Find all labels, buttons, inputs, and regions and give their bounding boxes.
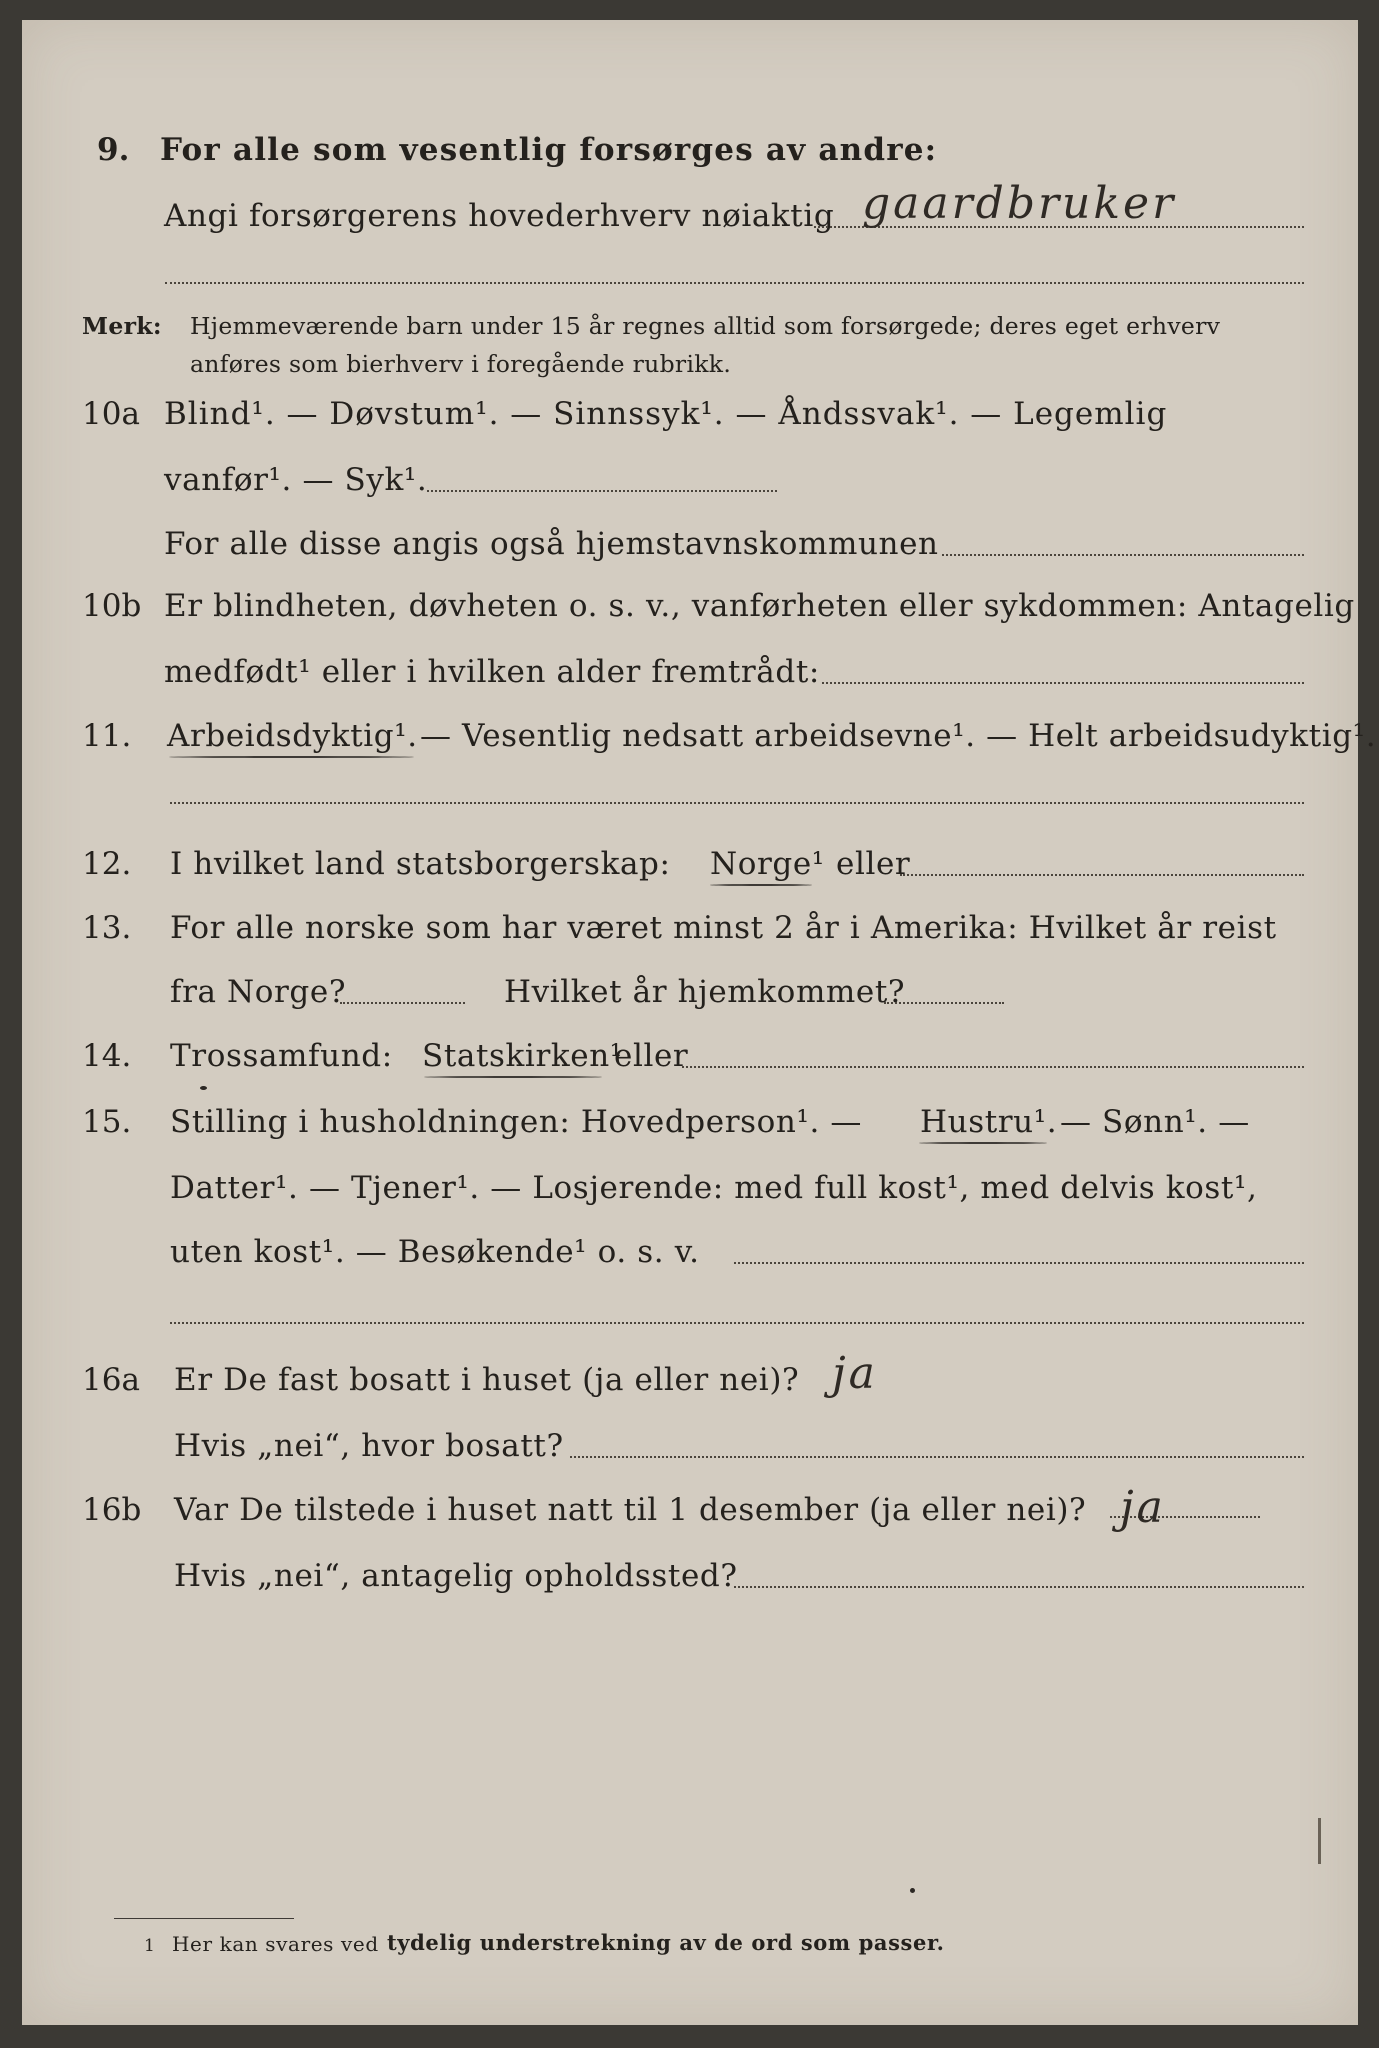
paper-mark [1318, 1818, 1321, 1864]
q10b-line1: Er blindheten, døvheten o. s. v., vanførheten eller sykdommen: Antagelig [164, 588, 1355, 624]
q10b-answer-line [822, 682, 1304, 684]
q15-line3: uten kost¹. — Besøkende¹ o. s. v. [170, 1234, 700, 1270]
q11-option-arbeidsdyktig: Arbeidsdyktig¹. [167, 718, 418, 754]
q14-answer-line [682, 1066, 1304, 1068]
q9-line2: Angi forsørgerens hovederhverv nøiaktig [164, 198, 835, 234]
q12-pre: I hvilket land statsborgerskap: [170, 846, 671, 882]
q11-underline [169, 756, 414, 758]
q10a-line1: Blind¹. — Døvstum¹. — Sinnssyk¹. — Åndssvak¹. — Legemlig [164, 396, 1168, 432]
q16b-opholdssted-line [734, 1586, 1304, 1588]
q11-extra-line [170, 802, 1304, 804]
q16a-line1: Er De fast bosatt i huset (ja eller nei)? [174, 1362, 800, 1398]
q9-number: 9. [97, 132, 130, 168]
q13-line2b: Hvilket år hjemkommet? [504, 974, 906, 1010]
q12-number: 12. [82, 846, 132, 882]
q15-line1a: Stilling i husholdningen: Hovedperson¹. — [170, 1104, 862, 1140]
q14-option-statskirken: Statskirken¹ [422, 1038, 623, 1074]
footnote-rule [114, 1918, 294, 1919]
q12-underline [710, 884, 812, 886]
footnote-text-b: tydelig understrekning av de ord som passer. [387, 1930, 945, 1955]
merk-line1: Hjemmeværende barn under 15 år regnes alltid som forsørgede; deres eget erhverv [190, 312, 1221, 340]
q16a-line2: Hvis „nei“, hvor bosatt? [174, 1428, 564, 1464]
q16a-bosatt-line [570, 1456, 1304, 1458]
q16a-number: 16a [82, 1362, 140, 1398]
q15-number: 15. [82, 1104, 132, 1140]
merk-label: Merk: [82, 312, 162, 340]
footnote-mark: 1 [144, 1936, 156, 1956]
q10a-line3: For alle disse angis også hjemstavnskommunen [164, 526, 939, 562]
footnote-text-a: Her kan svares ved [172, 1932, 379, 1956]
q10b-line2: medfødt¹ eller i hvilken alder fremtrådt: [164, 654, 820, 690]
q12-post: eller [836, 846, 911, 882]
q15-answer-line [734, 1262, 1304, 1264]
q13-line2a: fra Norge? [170, 974, 347, 1010]
q14-pre: Trossamfund: [170, 1038, 393, 1074]
census-form-page [22, 20, 1377, 2025]
q16b-number: 16b [82, 1492, 142, 1528]
q9-line1: For alle som vesentlig forsørges av andre: [160, 132, 938, 168]
q15-line2: Datter¹. — Tjener¹. — Losjerende: med full kost¹, med delvis kost¹, [170, 1170, 1258, 1206]
q16b-line2: Hvis „nei“, antagelig opholdssted? [174, 1558, 738, 1594]
q10b-number: 10b [82, 588, 142, 624]
q10a-line2: vanfør¹. — Syk¹. [164, 462, 428, 498]
q15-underline [919, 1142, 1047, 1144]
q10a-syk-line [427, 490, 777, 492]
q16b-line1: Var De tilstede i huset natt til 1 desember (ja eller nei)? [174, 1492, 1087, 1528]
q13-hjemkommet-line [884, 1002, 1004, 1004]
q16a-handwritten-answer: ja [832, 1348, 878, 1399]
q14-underline [424, 1076, 602, 1078]
paper-speck [910, 1888, 915, 1893]
q13-line1: For alle norske som har været minst 2 år i Amerika: Hvilket år reist [170, 910, 1277, 946]
paper-speck [200, 1086, 207, 1090]
q11-number: 11. [82, 718, 132, 754]
q14-number: 14. [82, 1038, 132, 1074]
q15-line1c: — Sønn¹. — [1060, 1104, 1250, 1140]
q14-post: eller [614, 1038, 689, 1074]
q16b-handwritten-answer: ja [1120, 1482, 1166, 1533]
q15-extra-line [170, 1322, 1304, 1324]
q12-option-norge: Norge¹ [710, 846, 825, 882]
merk-line2: anføres som bierhverv i foregående rubrikk. [190, 350, 732, 378]
q12-answer-line [900, 874, 1304, 876]
q10a-number: 10a [82, 396, 140, 432]
q15-option-hustru: Hustru¹. [920, 1104, 1058, 1140]
q11-rest: — Vesentlig nedsatt arbeidsevne¹. — Helt arbeidsudyktig¹. [420, 718, 1377, 754]
q10a-kommune-line [942, 554, 1304, 556]
q9-extra-line [165, 282, 1304, 284]
q9-handwritten-answer: gaardbruker [862, 178, 1177, 229]
q13-number: 13. [82, 910, 132, 946]
q13-reist-line [340, 1002, 465, 1004]
